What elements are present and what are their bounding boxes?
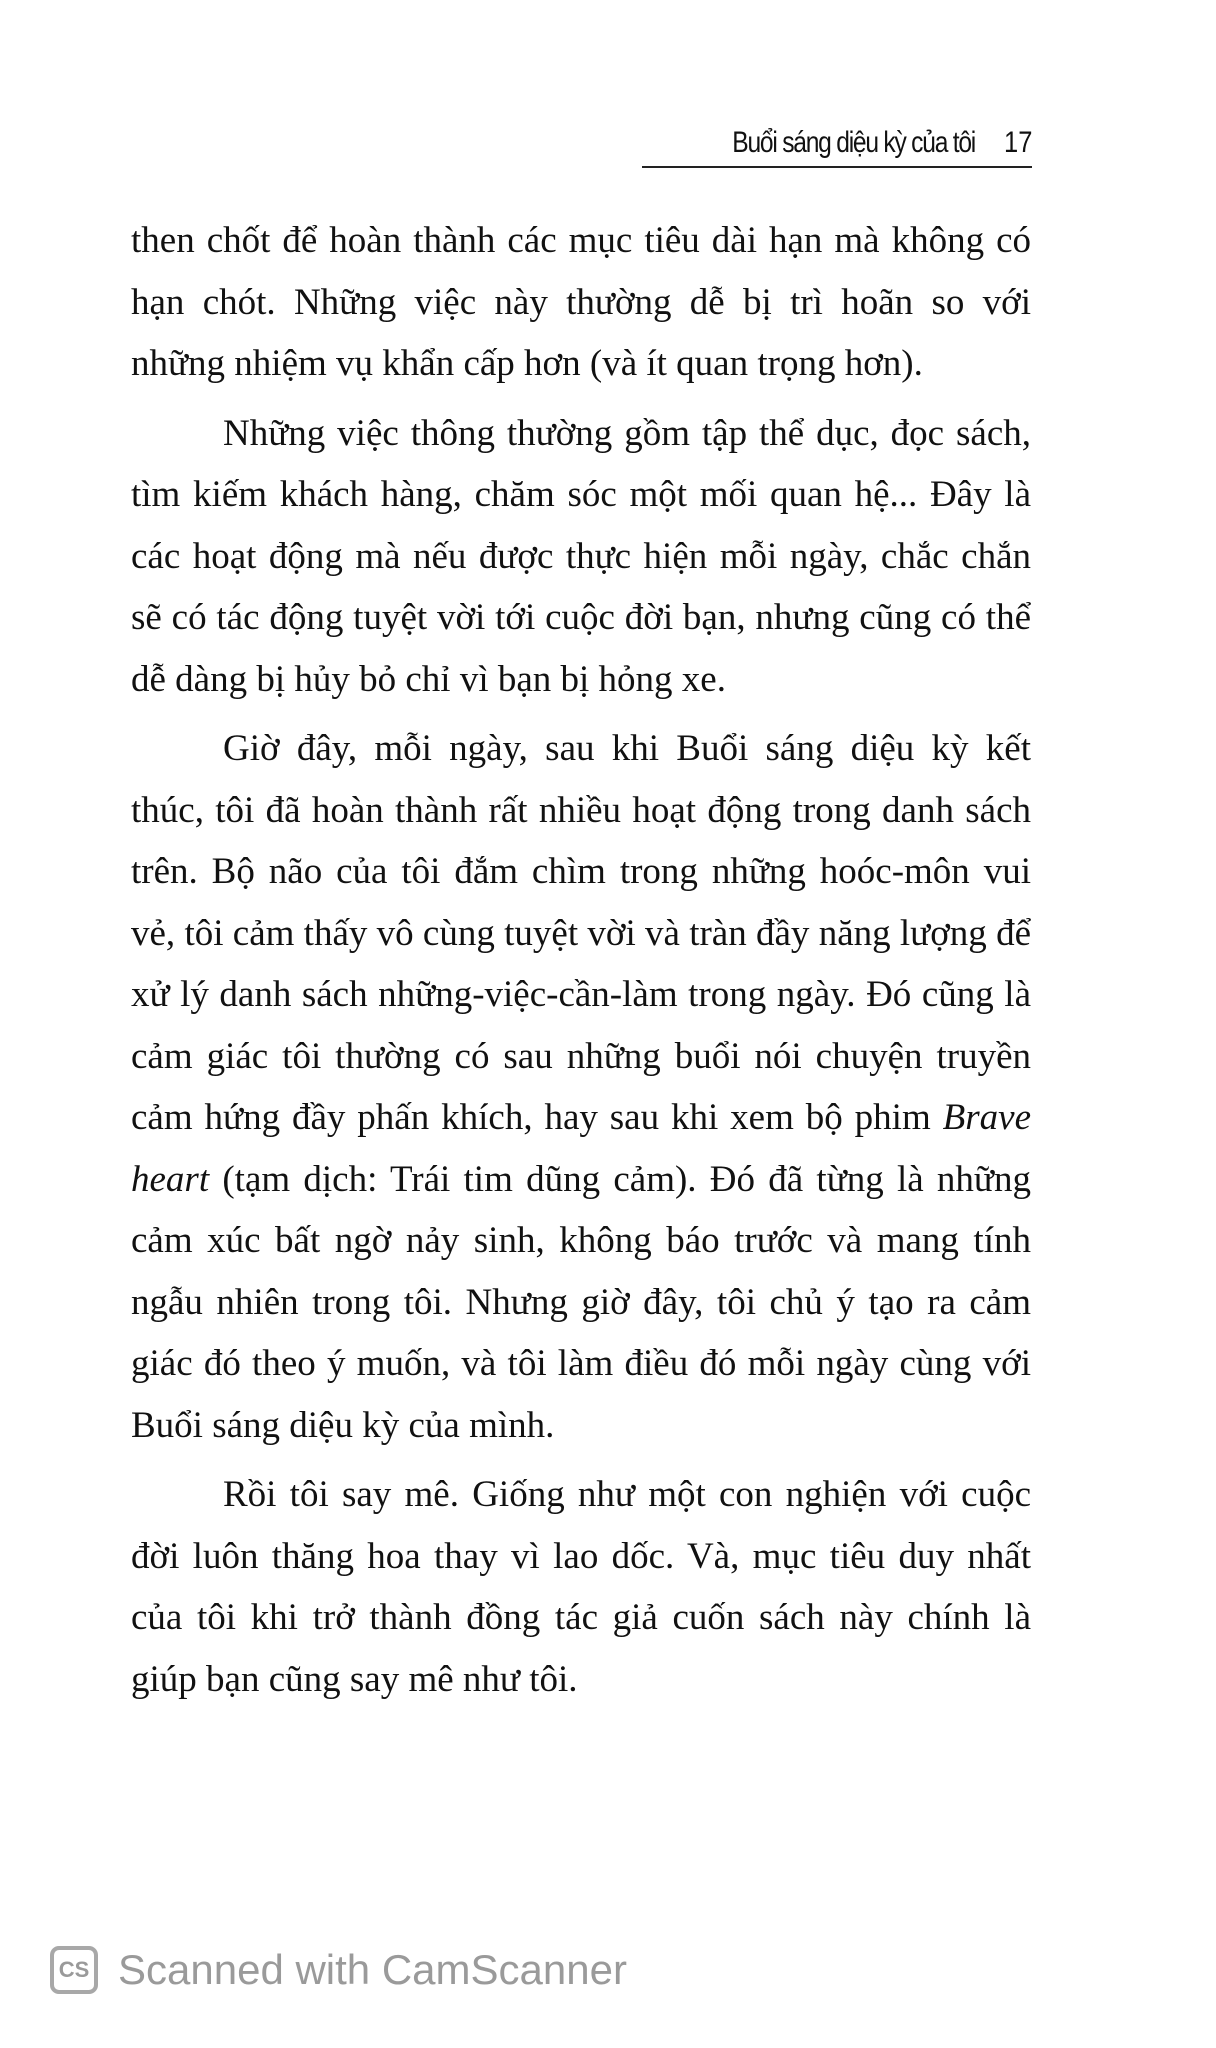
body-text: [131, 210, 1031, 1710]
paragraph-3: [131, 718, 1031, 1456]
watermark-text: Scanned with CamScanner: [118, 1946, 627, 1993]
camscanner-logo-icon: CS: [50, 1946, 98, 1994]
paragraph-4: Rồi tôi say mê. Giống như một con nghiện với cuộc đời luôn thăng hoa thay vì lao dốc. Và, mục tiêu duy nhất của tôi khi trở thành đồng tác giả cuốn sách này chính là giúp bạn cũng say mê như tôi.: [131, 1474, 1031, 1700]
paragraph-3-part-2: (tạm dịch: Trái tim dũng cảm). Đó đã từng là những cảm xúc bất ngờ nảy sinh, không báo trước và mang tính ngẫu nhiên trong tôi. Nhưng giờ đây, tôi chủ ý tạo ra cảm giác đó theo ý muốn, và tôi làm điều đó mỗi ngày cùng với Buổi sáng diệu kỳ của mình.: [131, 1158, 1031, 1446]
page-number: 17: [1003, 126, 1032, 159]
running-header: [642, 118, 1032, 168]
camscanner-watermark: [50, 1940, 627, 2000]
paragraph-1: then chốt để hoàn thành các mục tiêu dài hạn mà không có hạn chót. Những việc này thường dễ bị trì hoãn so với những nhiệm vụ khẩn cấp hơn (và ít quan trọng hơn).: [131, 220, 1031, 384]
paragraph-3-part-1: Giờ đây, mỗi ngày, sau khi Buổi sáng diệu kỳ kết thúc, tôi đã hoàn thành rất nhiều hoạt động trong danh sách trên. Bộ não của tôi đắm chìm trong những hoóc-môn vui vẻ, tôi cảm thấy vô cùng tuyệt vời và tràn đầy năng lượng để xử lý danh sách những-việc-cần-làm trong ngày. Đó cũng là cảm giác tôi thường có sau những buổi nói chuyện truyền cảm hứng đầy phấn khích, hay sau khi xem bộ phim: [131, 728, 1031, 1138]
chapter-title: Buổi sáng diệu kỳ của tôi: [731, 126, 975, 159]
paragraph-2: Những việc thông thường gồm tập thể dục, đọc sách, tìm kiếm khách hàng, chăm sóc một mối quan hệ... Đây là các hoạt động mà nếu được thực hiện mỗi ngày, chắc chắn sẽ có tác động tuyệt vời tới cuộc đời bạn, nhưng cũng có thể dễ dàng bị hủy bỏ chỉ vì bạn bị hỏng xe.: [131, 412, 1031, 700]
movie-title: Brave heart: [131, 1097, 1031, 1200]
